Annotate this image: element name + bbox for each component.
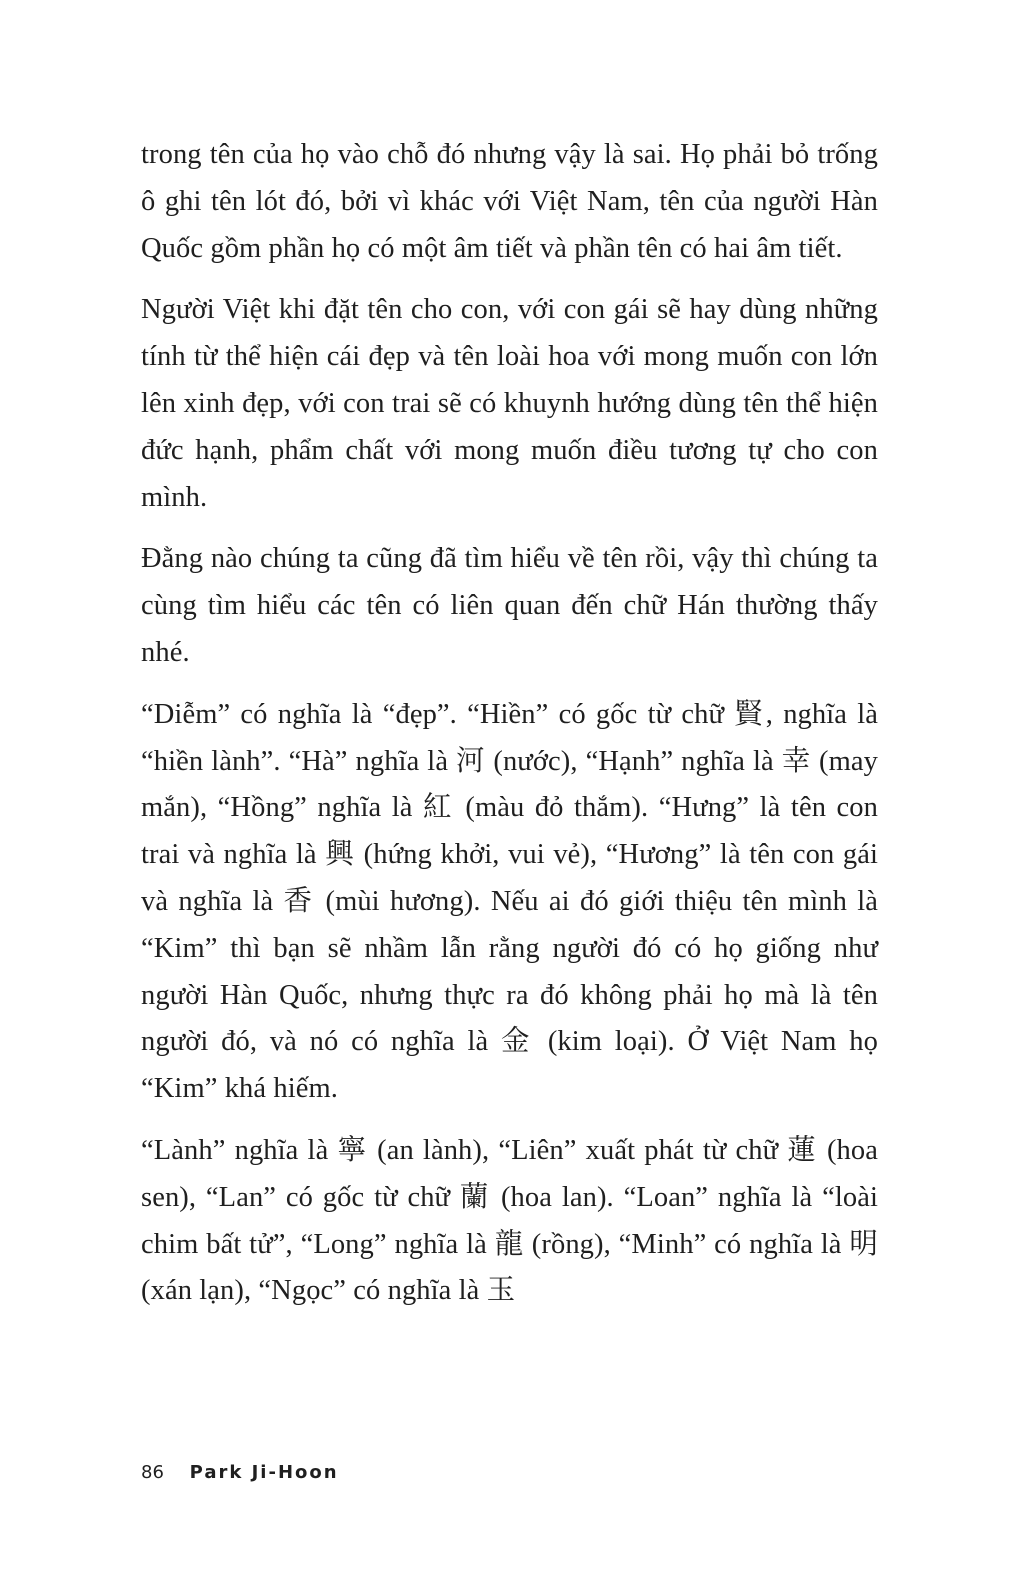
page-number: 86 bbox=[141, 1462, 164, 1483]
paragraph-2: Người Việt khi đặt tên cho con, với con gái sẽ hay dùng những tính từ thể hiện cái đẹp và tên loài hoa với mong muốn con lớn lên xinh đẹp, với con trai sẽ có khuynh hướng dùng tên thể hiện đức hạnh, phẩm chất với mong muốn điều tương tự cho con mình. bbox=[141, 294, 878, 513]
paragraph-1: trong tên của họ vào chỗ đó nhưng vậy là sai. Họ phải bỏ trống ô ghi tên lót đó, bởi vì khác với Việt Nam, tên của người Hàn Quốc gồm phần họ có một âm tiết và phần tên có hai âm tiết. bbox=[141, 139, 878, 264]
paragraph-3: Đằng nào chúng ta cũng đã tìm hiểu về tên rồi, vậy thì chúng ta cùng tìm hiểu các tên có liên quan đến chữ Hán thường thấy nhé. bbox=[141, 543, 878, 668]
paragraph-4: “Diễm” có nghĩa là “đẹp”. “Hiền” có gốc từ chữ 賢, nghĩa là “hiền lành”. “Hà” nghĩa là 河 (nước), “Hạnh” nghĩa là 幸 (may mắn), “Hồng” nghĩa là 紅 (màu đỏ thắm). “Hưng” là tên con trai và nghĩa là 興 (hứng khởi, vui vẻ), “Hương” là tên con gái và nghĩa là 香 (mùi hương). Nếu ai đó giới thiệu tên mình là “Kim” thì bạn sẽ nhầm lẫn rằng người đó có họ giống như người Hàn Quốc, nhưng thực ra đó không phải họ mà là tên người đó, và nó có nghĩa là 金 (kim loại). Ở Việt Nam họ “Kim” khá hiếm. bbox=[141, 698, 878, 1105]
running-head-author: Park Ji-Hoon bbox=[189, 1462, 339, 1483]
page-body bbox=[141, 132, 878, 1330]
page-footer bbox=[141, 1462, 339, 1483]
paragraph-5: “Lành” nghĩa là 寧 (an lành), “Liên” xuất phát từ chữ 蓮 (hoa sen), “Lan” có gốc từ chữ 蘭 (hoa lan). “Loan” nghĩa là “loài chim bất tử”, “Long” nghĩa là 龍 (rồng), “Minh” có nghĩa là 明 (xán lạn), “Ngọc” có nghĩa là 玉 bbox=[141, 1134, 878, 1307]
